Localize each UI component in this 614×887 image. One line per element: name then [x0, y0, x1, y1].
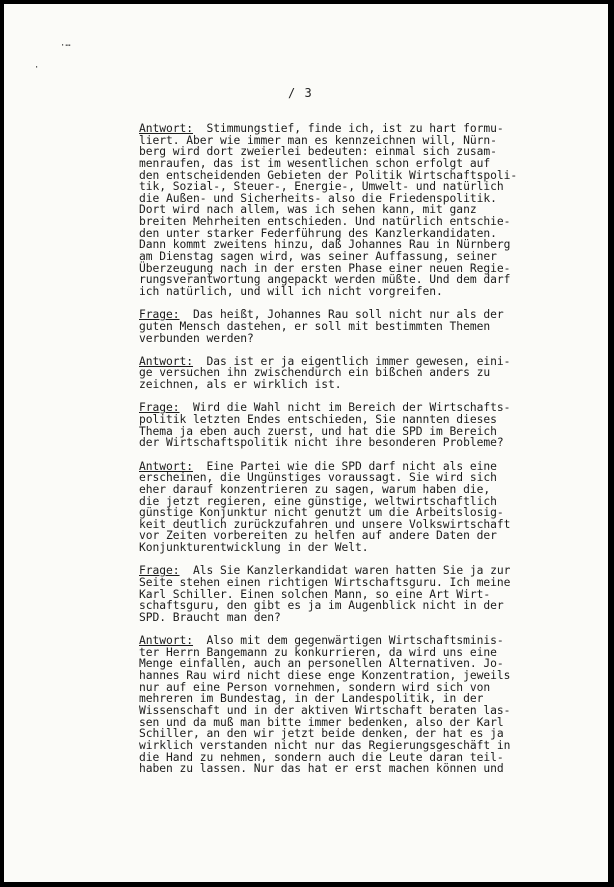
- line-text: vor Zeiten vorbereiten zu helfen auf andere Daten der: [139, 529, 497, 543]
- line-text: zeichnen, als er wirklich ist.: [139, 378, 342, 392]
- line-text: guten Mensch dastehen, er soll mit bestimmten Themen: [139, 319, 491, 333]
- line-text: günstige Konjunktur nicht genutzt um die Arbeitslosig-: [139, 506, 504, 520]
- line-text: eher darauf konzentrieren zu sagen, warum haben die,: [139, 482, 491, 496]
- question-block: [139, 402, 539, 449]
- line-text: politik letzten Endes entschieden, Sie nannten dieses: [139, 413, 497, 427]
- speaker-label: Antwort:: [139, 122, 194, 135]
- line-text: menraufen, das ist im wesentlichen schon erfolgt auf: [139, 156, 491, 170]
- answer-block: [139, 461, 539, 554]
- line-text: Also mit dem gegenwärtigen Wirtschaftsminis-: [193, 634, 504, 648]
- line-text: verbunden werden?: [139, 331, 254, 345]
- question-block: [139, 565, 539, 623]
- text-line: [139, 286, 539, 298]
- line-text: hannes Rau wird nicht diese enge Konzentration, jeweils: [139, 669, 511, 683]
- line-text: keit deutlich zurückzufahren und unsere Volkswirtschaft: [139, 517, 511, 531]
- line-text: rungsverantwortung angepackt werden müßte. Und dem darf: [139, 273, 511, 287]
- answer-block: [139, 356, 539, 391]
- line-text: wirklich verstanden nicht nur das Regierungsgeschäft in: [139, 738, 511, 752]
- line-text: der Wirtschaftspolitik nicht ihre besonderen Probleme?: [139, 436, 504, 450]
- text-line: [139, 437, 539, 449]
- line-text: breiten Mehrheiten entschieden. Und natürlich entschie-: [139, 215, 511, 229]
- answer-block: [139, 635, 539, 775]
- line-text: Als Sie Kanzlerkandidat waren hatten Sie ja zur: [179, 564, 511, 578]
- line-text: den unter starker Federführung des Kanzlerkandidaten.: [139, 226, 497, 240]
- line-text: Das ist er ja eigentlich immer gewesen, eini-: [193, 354, 511, 368]
- interview-transcript: [139, 123, 539, 775]
- line-text: mehreren im Bundestag, in der Landespolitik, in der: [139, 692, 484, 706]
- line-text: tik, Sozial-, Steuer-, Energie-, Umwelt- und natürlich: [139, 180, 504, 194]
- line-text: Karl Schiller. Einen solchen Mann, so eine Art Wirt-: [139, 587, 491, 601]
- line-text: Thema ja eben auch zuerst, und hat die SPD im Bereich: [139, 424, 497, 438]
- line-text: Wird die Wahl nicht im Bereich der Wirtschafts-: [179, 401, 511, 415]
- line-text: den entscheidenden Gebieten der Politik Wirtschaftspoli-: [139, 168, 518, 182]
- speaker-label: Antwort:: [139, 459, 194, 473]
- line-text: Stimmungstief, finde ich, ist zu hart formu-: [193, 122, 504, 135]
- line-text: SPD. Braucht man den?: [139, 610, 281, 624]
- line-text: Wissenschaft und in der aktiven Wirtschaft beraten las-: [139, 704, 511, 718]
- line-text: Konjunkturentwicklung in der Welt.: [139, 541, 369, 555]
- line-text: schaftsguru, den gibt es ja im Augenblick nicht in der: [139, 599, 504, 613]
- line-text: am Dienstag sagen wird, was seiner Auffassung, seiner: [139, 250, 497, 264]
- question-block: [139, 309, 539, 344]
- line-text: Menge einfallen, auch an personellen Alternativen. Jo-: [139, 657, 504, 671]
- line-text: die Außen- und Sicherheits- also die Friedenspolitik.: [139, 191, 497, 205]
- line-text: Dort wird nach allem, was ich sehen kann, mit ganz: [139, 203, 477, 217]
- line-text: Überzeugung nach in der ersten Phase einer neuen Regie-: [139, 261, 511, 275]
- line-text: ge versuchen ihn zwischendurch ein bißchen anders zu: [139, 366, 491, 380]
- page-number: / 3: [288, 86, 313, 100]
- speaker-label: Frage:: [139, 564, 180, 578]
- text-line: [139, 612, 539, 624]
- line-text: Dann kommt zweitens hinzu, daß Johannes Rau in Nürnberg: [139, 238, 511, 252]
- scan-speck: ⋅⋯: [60, 41, 71, 51]
- speaker-label: Frage:: [139, 401, 180, 415]
- speaker-label: Antwort:: [139, 354, 194, 368]
- line-text: Schiller, an den wir jetzt beide denken, der hat es ja: [139, 727, 504, 741]
- text-line: [139, 379, 539, 391]
- line-text: sen und da muß man bitte immer bedenken, also der Karl: [139, 715, 504, 729]
- text-line: [139, 763, 539, 775]
- scan-speck: ⋅: [34, 63, 40, 73]
- line-text: liert. Aber wie immer man es kennzeichnen will, Nürn-: [139, 133, 497, 147]
- line-text: Das heißt, Johannes Rau soll nicht nur als der: [179, 308, 504, 322]
- line-text: nur auf eine Person vornehmen, sondern wird sich von: [139, 680, 491, 694]
- document-page: [4, 4, 608, 882]
- answer-block: [139, 123, 539, 298]
- line-text: haben zu lassen. Nur das hat er erst machen können und: [139, 762, 504, 776]
- speaker-label: Antwort:: [139, 634, 194, 648]
- line-text: die Hand zu nehmen, sondern auch die Leute daran teil-: [139, 750, 504, 764]
- speaker-label: Frage:: [139, 308, 180, 322]
- line-text: die jetzt regieren, eine günstige, weltwirtschaftlich: [139, 494, 497, 508]
- text-line: [139, 333, 539, 345]
- line-text: Eine Partei wie die SPD darf nicht als eine: [193, 459, 497, 473]
- line-text: ich natürlich, und will ich nicht vorgreifen.: [139, 284, 443, 298]
- line-text: berg wird dort zweierlei bedeuten: einmal sich zusam-: [139, 145, 497, 159]
- text-line: [139, 542, 539, 554]
- line-text: ter Herrn Bangemann zu konkurrieren, da wird uns eine: [139, 645, 497, 659]
- line-text: Seite stehen einen richtigen Wirtschaftsguru. Ich meine: [139, 575, 511, 589]
- line-text: erscheinen, die Ungünstiges voraussagt. Sie wird sich: [139, 471, 497, 485]
